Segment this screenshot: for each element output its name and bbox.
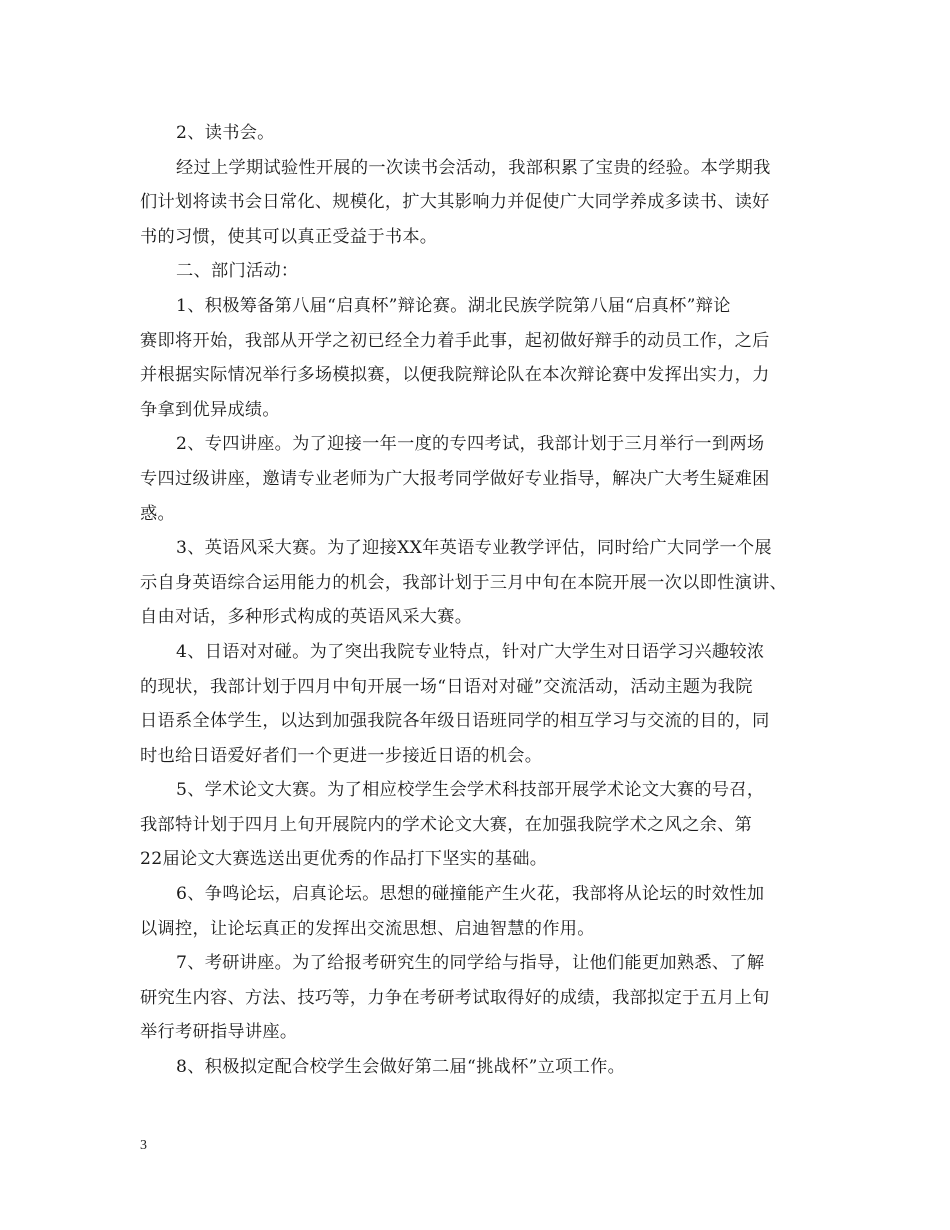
document-body xyxy=(140,116,816,1085)
text-line: 2、读书会。 xyxy=(176,123,275,143)
text-line: 争拿到优异成绩。 xyxy=(140,399,280,420)
text-line: 2、专四讲座。为了迎接一年一度的专四考试，我部计划于三月举行一到两场 xyxy=(176,434,765,455)
text-line: 举行考研指导讲座。 xyxy=(140,1022,298,1043)
text-line: 6、争鸣论坛，启真论坛。思想的碰撞能产生火花，我部将从论坛的时效性加 xyxy=(176,884,765,905)
text-line: 示自身英语综合运用能力的机会，我部计划于三月中旬在本院开展一次以即性演讲、 xyxy=(140,572,788,593)
text-line: 书的习惯，使其可以真正受益于书本。 xyxy=(140,226,438,247)
text-line: 日语系全体学生，以达到加强我院各年级日语班同学的相互学习与交流的目的，同 xyxy=(140,711,770,732)
page-number: 3 xyxy=(140,1138,147,1153)
text-line: 们计划将读书会日常化、规模化，扩大其影响力并促使广大同学养成多读书、读好 xyxy=(140,192,770,213)
text-line: 赛即将开始，我部从开学之初已经全力着手此事，起初做好辩手的动员工作，之后 xyxy=(140,330,770,351)
text-line: 3、英语风采大赛。为了迎接XX年英语专业教学评估，同时给广大同学一个展 xyxy=(176,538,772,559)
text-line: 并根据实际情况举行多场模拟赛，以便我院辩论队在本次辩论赛中发挥出实力，力 xyxy=(140,365,770,386)
text-line: 的现状，我部计划于四月中旬开展一场“日语对对碰”交流活动，活动主题为我院 xyxy=(140,676,753,697)
text-line: 时也给日语爱好者们一个更进一步接近日语的机会。 xyxy=(140,745,543,766)
text-line: 1、积极筹备第八届“启真杯”辩论赛。湖北民族学院第八届“启真杯”辩论 xyxy=(176,295,731,316)
text-line: 惑。 xyxy=(140,503,175,524)
text-line: 研究生内容、方法、技巧等，力争在考研考试取得好的成绩，我部拟定于五月上旬 xyxy=(140,987,770,1008)
text-line: 8、积极拟定配合校学生会做好第二届“挑战杯”立项工作。 xyxy=(176,1057,626,1078)
text-line: 7、考研讲座。为了给报考研究生的同学给与指导，让他们能更加熟悉、了解 xyxy=(176,953,765,974)
text-line: 经过上学期试验性开展的一次读书会活动，我部积累了宝贵的经验。本学期我 xyxy=(176,157,771,178)
text-line: 以调控，让论坛真正的发挥出交流思想、启迪智慧的作用。 xyxy=(140,918,595,939)
text-line: 22届论文大赛选送出更优秀的作品打下坚实的基础。 xyxy=(140,849,548,870)
text-line: 自由对话，多种形式构成的英语风采大赛。 xyxy=(140,607,473,628)
text-line: 4、日语对对碰。为了突出我院专业特点，针对广大学生对日语学习兴趣较浓 xyxy=(176,641,765,662)
section-heading: 二、部门活动： xyxy=(176,261,299,282)
text-line: 我部特计划于四月上旬开展院内的学术论文大赛，在加强我院学术之风之余、第 xyxy=(140,814,753,835)
text-line: 专四过级讲座，邀请专业老师为广大报考同学做好专业指导，解决广大考生疑难困 xyxy=(140,468,770,489)
text-line: 5、学术论文大赛。为了相应校学生会学术科技部开展学术论文大赛的号召， xyxy=(176,780,765,801)
